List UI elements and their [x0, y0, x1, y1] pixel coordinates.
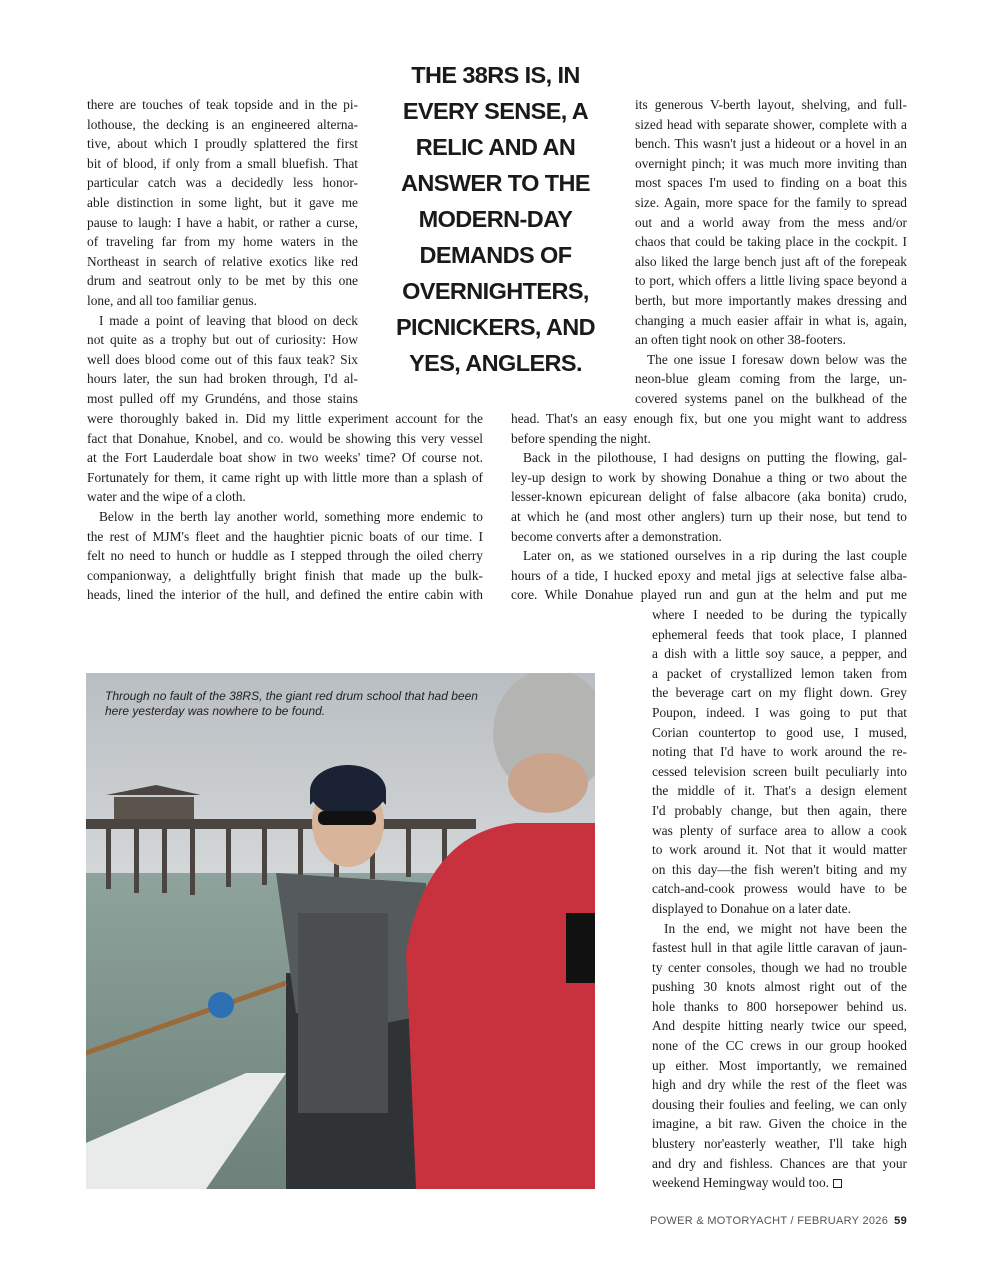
text-line: Back in the pilothouse, I had designs on putting the flowing, gal-	[523, 450, 907, 466]
text-line: Northeast in search of relative exotics like red	[87, 253, 358, 269]
text-line: the beverage cart on my flight down. Grey	[652, 685, 907, 701]
text-line: Poupon, indeed. I was going to put that	[652, 704, 907, 720]
text-line: none of the CC crews in our group hooked	[652, 1038, 907, 1054]
text-line: blustery nor'easterly weather, I'll take high	[652, 1136, 907, 1152]
text-line: overnight pinch; it was much more inviting than	[635, 155, 907, 171]
text-line: most pulled off my Grundéns, and those stains	[87, 390, 358, 406]
text-line: dousing their foulies and feeling, we can only	[652, 1096, 907, 1112]
text-line: fastest hull in that agile little caravan of jaun-	[652, 940, 907, 956]
text-line: Corian countertop to good use, I mused,	[652, 724, 907, 740]
text-line: Below in the berth lay another world, something more endemic to	[99, 508, 483, 524]
text-line: felt no need to hunch or huddle as I stepped through the oiled cherry	[87, 548, 483, 564]
article-photo	[86, 673, 595, 1189]
text-line: noting that I'd have to work around the re-	[652, 744, 907, 760]
text-line: most spaces I'm used to finding on a boat this	[635, 175, 907, 191]
text-line: Fortunately for them, it came right up with little more than a splash of	[87, 469, 483, 485]
text-line: to work around it. Not that it would matter	[652, 842, 907, 858]
text-line: drum and seatrout only to be met by this one	[87, 273, 358, 289]
page-footer	[650, 1215, 907, 1227]
text-line: lothouse, the decking is an engineered alterna-	[87, 116, 358, 132]
text-line: before spending the night.	[511, 430, 651, 446]
text-line: to port, which offers a little living space beyond a	[635, 273, 907, 289]
text-line: out and a world away from the mess and/or	[635, 214, 907, 230]
text-line: core. While Donahue played run and gun at the helm and put me	[511, 587, 907, 603]
text-line: pushing 30 knots almost right out of the	[652, 979, 907, 995]
text-line: ley-up design to work by showing Donahue a thing or two about the	[511, 469, 907, 485]
text-line: well does blood come out of this faux teak? Six	[87, 351, 358, 367]
text-line: hours of a tide, I hucked epoxy and metal jigs at selective false alba-	[511, 567, 907, 583]
column-3-bottom	[652, 605, 907, 1193]
text-line: was plenty of surface area to allow a cook	[652, 822, 907, 838]
text-line: there are touches of teak topside and in the pi-	[87, 97, 358, 112]
column-1-top	[87, 95, 358, 409]
text-line: heads, lined the interior of the hull, and defined the entire cabin with	[87, 587, 483, 603]
text-line: covered systems panel on the bulkhead of the	[635, 390, 907, 406]
text-line: water and the wipe of a cloth.	[87, 489, 246, 505]
text-line: ephemeral feeds that took place, I planned	[652, 626, 907, 642]
text-line: I'd probably change, but then again, there	[652, 802, 907, 818]
text-line: up either. Most importantly, we remained	[652, 1057, 907, 1073]
text-line: were thoroughly baked in. Did my little experiment account for the	[87, 411, 483, 426]
text-line: lesser-known epicurean delight of false albacore (aka bonita) crudo,	[511, 489, 907, 505]
text-line: changing a much easier affair in what is, again,	[635, 312, 907, 328]
text-line: also liked the large bench just aft of the forepeak	[635, 253, 907, 269]
text-line: at which he (and most other anglers) turn up their nose, but tend to	[511, 508, 907, 524]
text-line: on this day—the fish weren't biting and my	[652, 861, 907, 877]
text-line: at the Fort Lauderdale boat show in two weeks' time? Of course not.	[87, 450, 483, 466]
photo-caption: Through no fault of the 38RS, the giant red drum school that had been here yesterday was nowhere to be found.	[105, 689, 478, 718]
text-line: I made a point of leaving that blood on deck	[99, 312, 358, 328]
column-2-wide	[511, 409, 907, 605]
text-line: where I needed to be during the typically	[652, 607, 907, 622]
text-line: an often tight nook on other 38-footers.	[635, 332, 846, 348]
text-line: lone, and all too familiar genus.	[87, 292, 257, 308]
text-line: fact that Donahue, Knobel, and co. would be showing this very vessel	[87, 430, 483, 446]
text-line: companionway, a delightfully bright finish that made up the bulk-	[87, 567, 483, 583]
text-line: berth, but more importantly makes dressing and	[635, 292, 907, 308]
publication-info: POWER & MOTORYACHT / FEBRUARY 2026	[649, 1215, 889, 1227]
text-line: And despite hitting nearly twice our speed,	[652, 1018, 907, 1034]
text-line: tive, about which I proudly splattered the first	[87, 136, 358, 152]
text-line: a packet of crystallized lemon taken from	[652, 665, 907, 681]
text-line: the middle of it. That's a design element	[652, 783, 907, 799]
text-line: particular catch was a decidedly less honor-	[87, 175, 358, 191]
page-number: 59	[894, 1215, 907, 1227]
text-line: not quite as a trophy but out of curiosity: How	[87, 332, 358, 348]
column-3-top	[635, 95, 907, 409]
text-line: of traveling far from my home waters in the	[87, 234, 358, 250]
text-line: In the end, we might not have been the	[664, 920, 907, 936]
text-line: ty center consoles, though we had no trouble	[652, 959, 907, 975]
text-line: become converts after a demonstration.	[511, 528, 722, 544]
text-line: and dry and fishless. Chances are that your	[652, 1155, 907, 1171]
text-line: bit of blood, if only from a small bluefish. That	[87, 155, 358, 171]
column-1-wide	[87, 409, 483, 605]
text-line: its generous V-berth layout, shelving, and full-	[635, 97, 907, 112]
pull-quote: THE 38RS IS, IN EVERY SENSE, A RELIC AND AN ANSWER TO THE MODERN-DAY DEMANDS OF OVERNIGHTERS, PICNICKERS, AND YES, ANGLERS.	[395, 62, 596, 376]
text-line: able distinction in some light, but it gave me	[87, 194, 358, 210]
text-line: the rest of MJM's fleet and the haughtier picnic boats of our time. I	[87, 528, 483, 544]
end-mark-icon	[833, 1179, 842, 1188]
text-line: head. That's an easy enough fix, but one you might want to address	[511, 411, 907, 426]
text-line: hours later, the sun had broken through, I'd al-	[87, 371, 358, 387]
text-line: neon-blue gleam coming from the large, un-	[635, 371, 907, 387]
text-line: Later on, as we stationed ourselves in a rip during the last couple	[523, 548, 907, 564]
text-line: displayed to Donahue on a later date.	[652, 900, 851, 916]
text-line: a dish with a little soy sauce, a pepper, and	[652, 646, 907, 662]
text-line: weekend Hemingway would too.	[652, 1173, 907, 1193]
photo-anglers-on-boat-icon	[86, 673, 595, 1189]
text-line: bench. This wasn't just a hideout or a hovel in an	[635, 136, 907, 152]
text-line: high and dry while the rest of the fleet was	[652, 1077, 907, 1093]
text-line: The one issue I foresaw down below was the	[647, 351, 907, 367]
text-line: imagine, a bit raw. Given the choice in the	[652, 1116, 907, 1132]
text-line: size. Again, more space for the family to spread	[635, 194, 907, 210]
text-line: pause to laugh: I have a habit, or rather a curse,	[87, 214, 358, 230]
text-line: cessed television screen built peculiarly into	[652, 763, 907, 779]
text-line: chaos that could be taking place in the cockpit. I	[635, 234, 907, 250]
text-line: sized head with separate shower, complete with a	[635, 116, 907, 132]
text-line: hole thanks to 800 horsepower behind us.	[652, 998, 907, 1014]
text-line: catch-and-cook prowess would have to be	[652, 881, 907, 897]
